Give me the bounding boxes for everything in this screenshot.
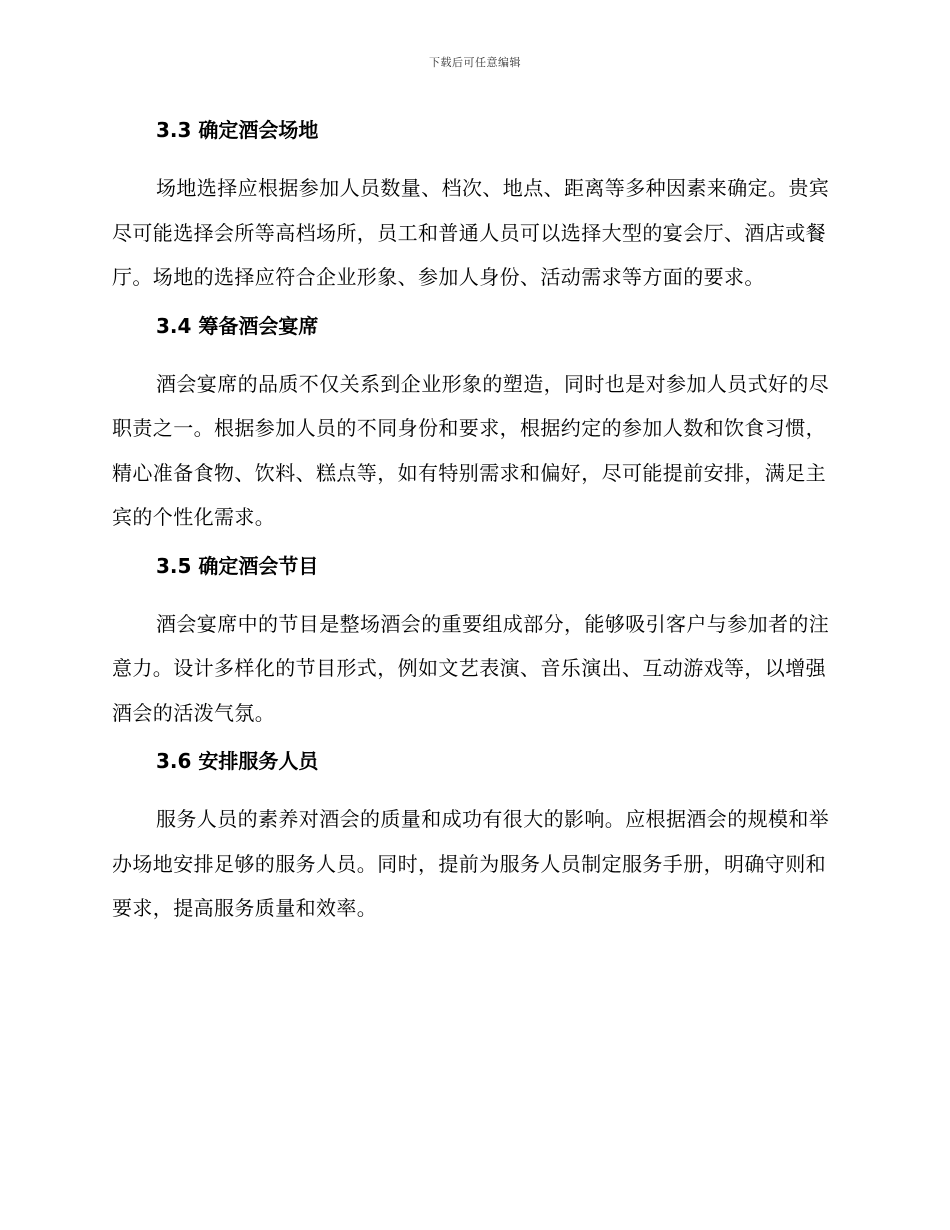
section-heading: 3.3 确定酒会场地 (156, 118, 319, 142)
section-3-4 (112, 312, 836, 540)
section-heading: 3.5 确定酒会节目 (156, 553, 319, 578)
section-paragraph: 服务人员的素养对酒会的质量和成功有很大的影响。应根据酒会的规模和举办场地安排足够的服务人员。同时，提前为服务人员制定服务手册，明确守则和要求，提高服务质量和效率。 (112, 807, 830, 920)
section-heading: 3.4 筹备酒会宴席 (156, 313, 319, 338)
document-body (112, 110, 836, 943)
section-3-6 (112, 747, 836, 931)
section-3-5 (112, 552, 836, 736)
section-heading: 3.6 安排服务人员 (156, 749, 319, 773)
page-header: 下载后可任意编辑 (429, 56, 521, 69)
section-paragraph: 酒会宴席的品质不仅关系到企业形象的塑造，同时也是对参加人员式好的尽职责之一。根据参加人员的不同身份和要求，根据约定的参加人数和饮食习惯，精心准备食物、饮料、糕点等，如有特别需求和偏好，尽可能提前安排，满足主宾的个性化需求。 (112, 371, 830, 529)
section-paragraph: 场地选择应根据参加人员数量、档次、地点、距离等多种因素来确定。贵宾尽可能选择会所等高档场所，员工和普通人员可以选择大型的宴会厅、酒店或餐厅。场地的选择应符合企业形象、参加人身份、活动需求等方面的要求。 (112, 176, 830, 289)
section-3-3 (112, 116, 836, 300)
section-paragraph: 酒会宴席中的节目是整场酒会的重要组成部分，能够吸引客户与参加者的注意力。设计多样化的节目形式，例如文艺表演、音乐演出、互动游戏等，以增强酒会的活泼气氛。 (112, 611, 830, 725)
